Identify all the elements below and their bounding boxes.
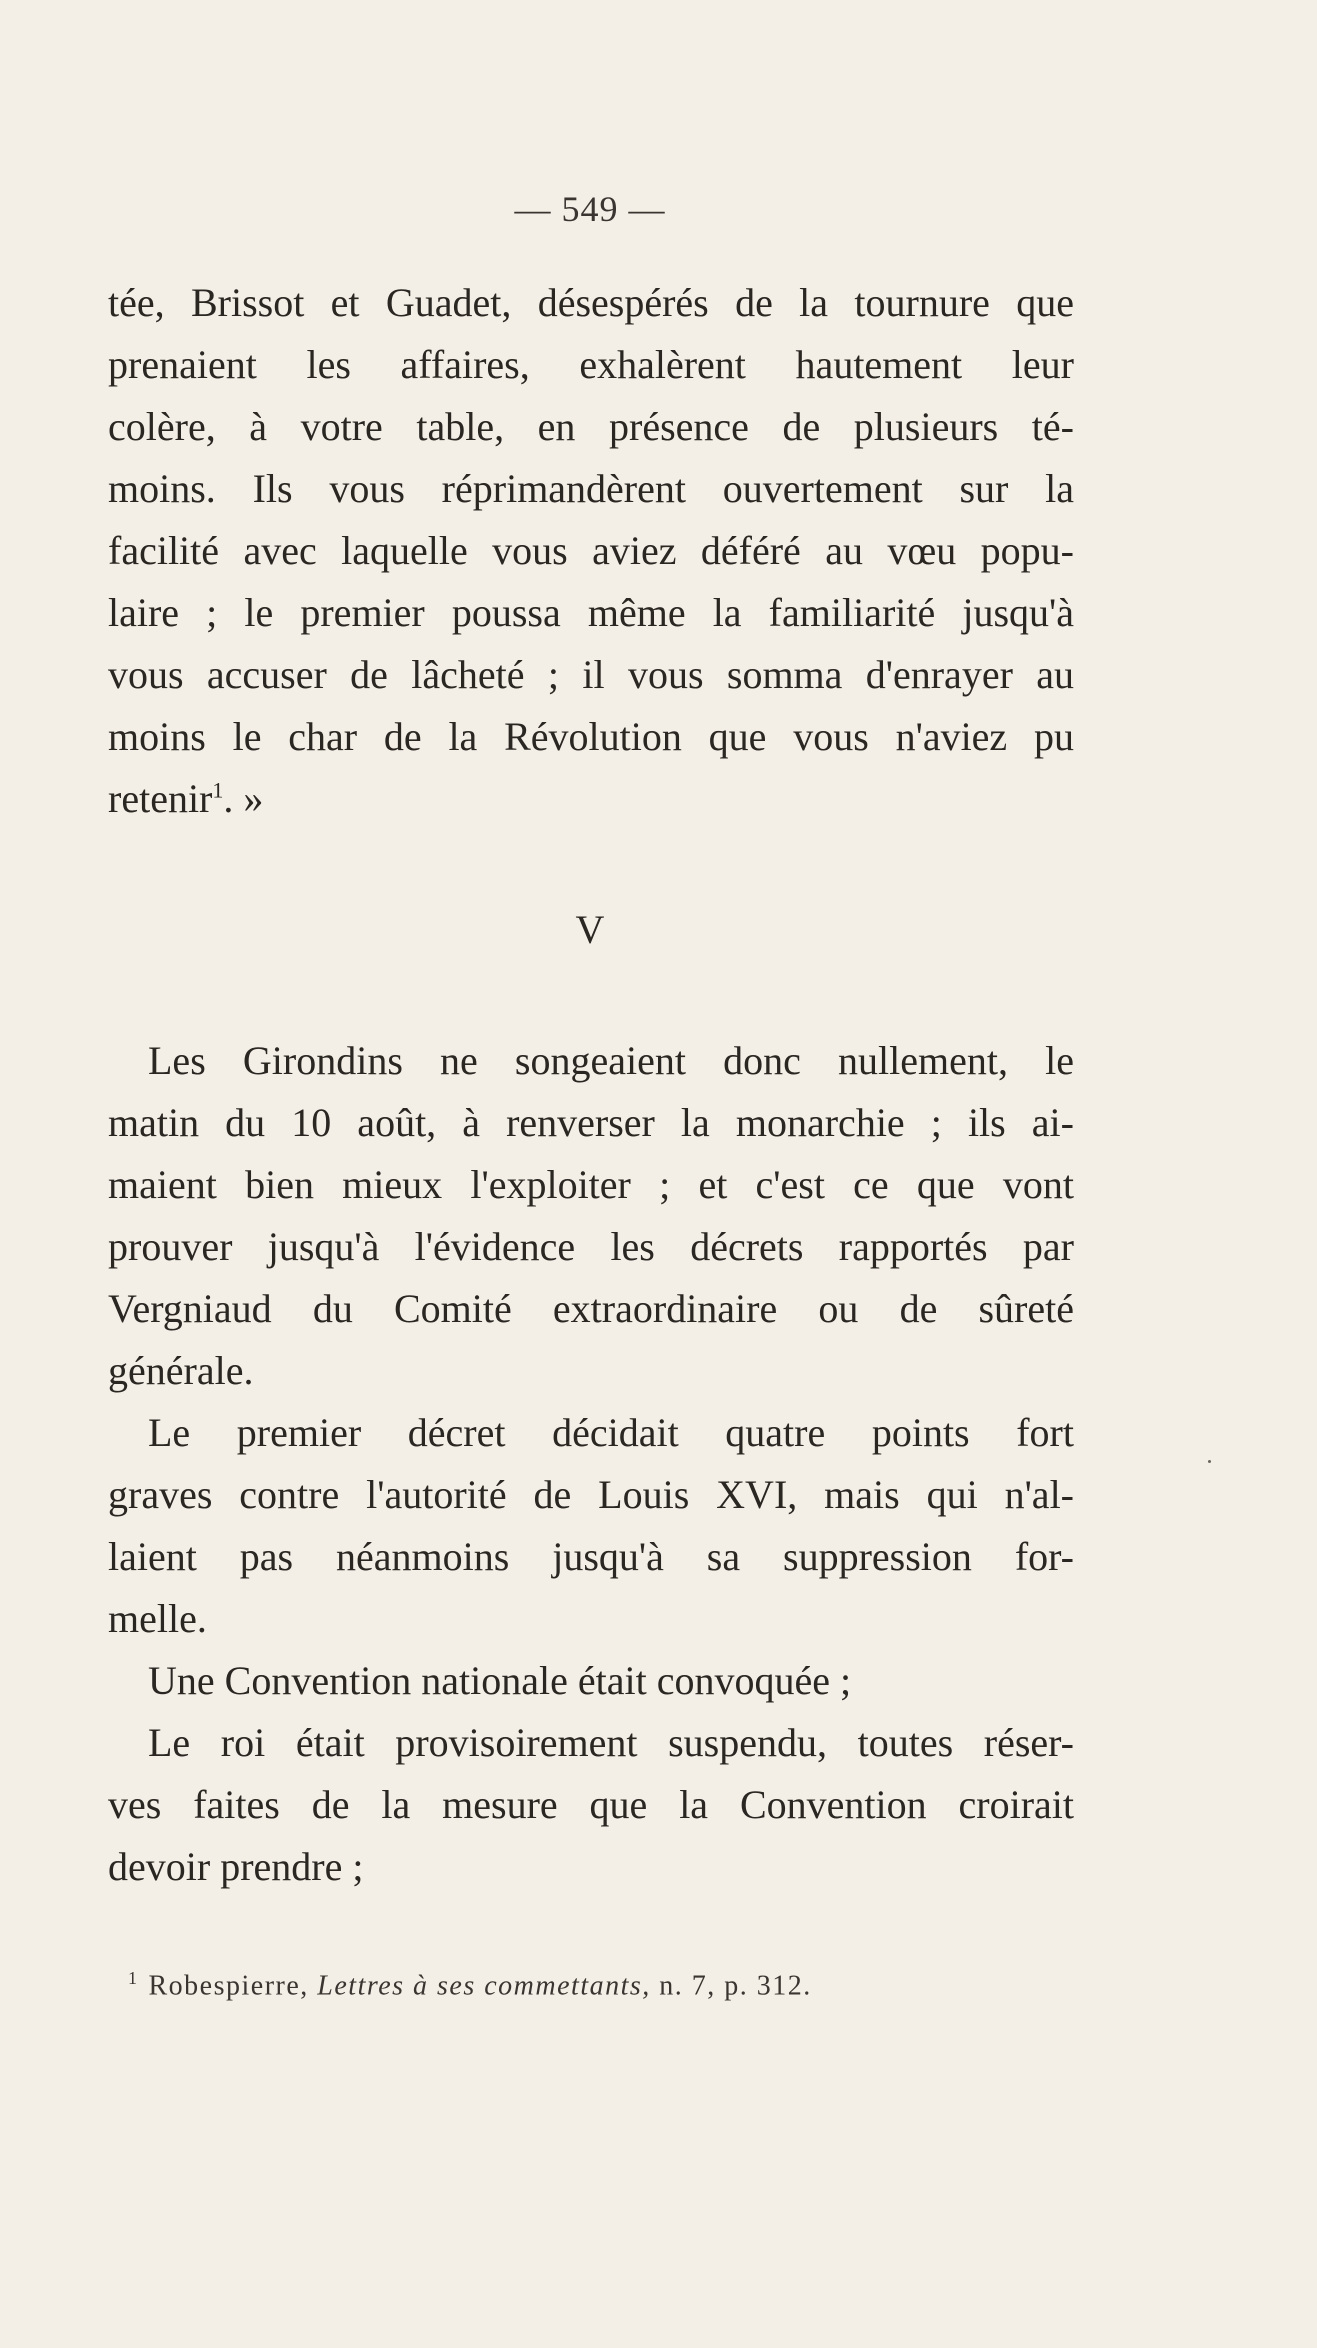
text-line: vous accuser de lâcheté ; il vous somma d'enrayer au: [108, 652, 1074, 697]
text-line: Une Convention nationale était convoquée ;: [148, 1658, 852, 1703]
footnote: [128, 1968, 812, 2002]
paragraph-continuation: [108, 272, 1074, 830]
text-line: prouver jusqu'à l'évidence les décrets rapportés par: [108, 1224, 1074, 1269]
footnote-reference-text: n. 7, p. 312.: [659, 1970, 812, 2002]
text-line: ves faites de la mesure que la Convention croirait: [108, 1782, 1074, 1827]
footnote-title: Lettres à ses commettants,: [317, 1970, 651, 2002]
footnote-mark: 1: [128, 1968, 139, 1988]
text-fragment: . »: [223, 776, 264, 821]
text-line: Vergniaud du Comité extraordinaire ou de sûreté: [108, 1286, 1074, 1331]
paper-speck: [1208, 1460, 1211, 1463]
text-line: devoir prendre ;: [108, 1844, 364, 1889]
text-line: prenaient les affaires, exhalèrent hautement leur: [108, 342, 1074, 387]
text-line: moins le char de la Révolution que vous n'aviez pu: [108, 714, 1074, 759]
section-heading: V: [575, 907, 605, 952]
text-line: tée, Brissot et Guadet, désespérés de la tournure que: [108, 280, 1074, 325]
text-line: Le roi était provisoirement suspendu, toutes réser-: [148, 1720, 1074, 1765]
footnote-author: Robespierre,: [148, 1970, 309, 2002]
text-line: laire ; le premier poussa même la familiarité jusqu'à: [108, 590, 1074, 635]
footnote-reference[interactable]: 1: [212, 777, 224, 803]
text-line: melle.: [108, 1596, 207, 1641]
text-line: maient bien mieux l'exploiter ; et c'est ce que vont: [108, 1162, 1074, 1207]
text-line: laient pas néanmoins jusqu'à sa suppression for-: [108, 1534, 1074, 1579]
text-line: générale.: [108, 1348, 254, 1393]
body-text: [108, 1030, 1074, 1898]
text-line: facilité avec laquelle vous aviez déféré au vœu popu-: [108, 528, 1074, 573]
page-number: — 549 —: [514, 189, 666, 229]
text-line-last: [108, 768, 1074, 830]
text-line: moins. Ils vous réprimandèrent ouvertement sur la: [108, 466, 1074, 511]
text-line: Les Girondins ne songeaient donc nullement, le: [148, 1038, 1074, 1083]
text-fragment: retenir: [108, 776, 213, 821]
text-line: Le premier décret décidait quatre points fort: [148, 1410, 1074, 1455]
text-line: colère, à votre table, en présence de plusieurs té-: [108, 404, 1074, 449]
text-line: matin du 10 août, à renverser la monarchie ; ils ai-: [108, 1100, 1074, 1145]
text-line: graves contre l'autorité de Louis XVI, mais qui n'al-: [108, 1472, 1074, 1517]
